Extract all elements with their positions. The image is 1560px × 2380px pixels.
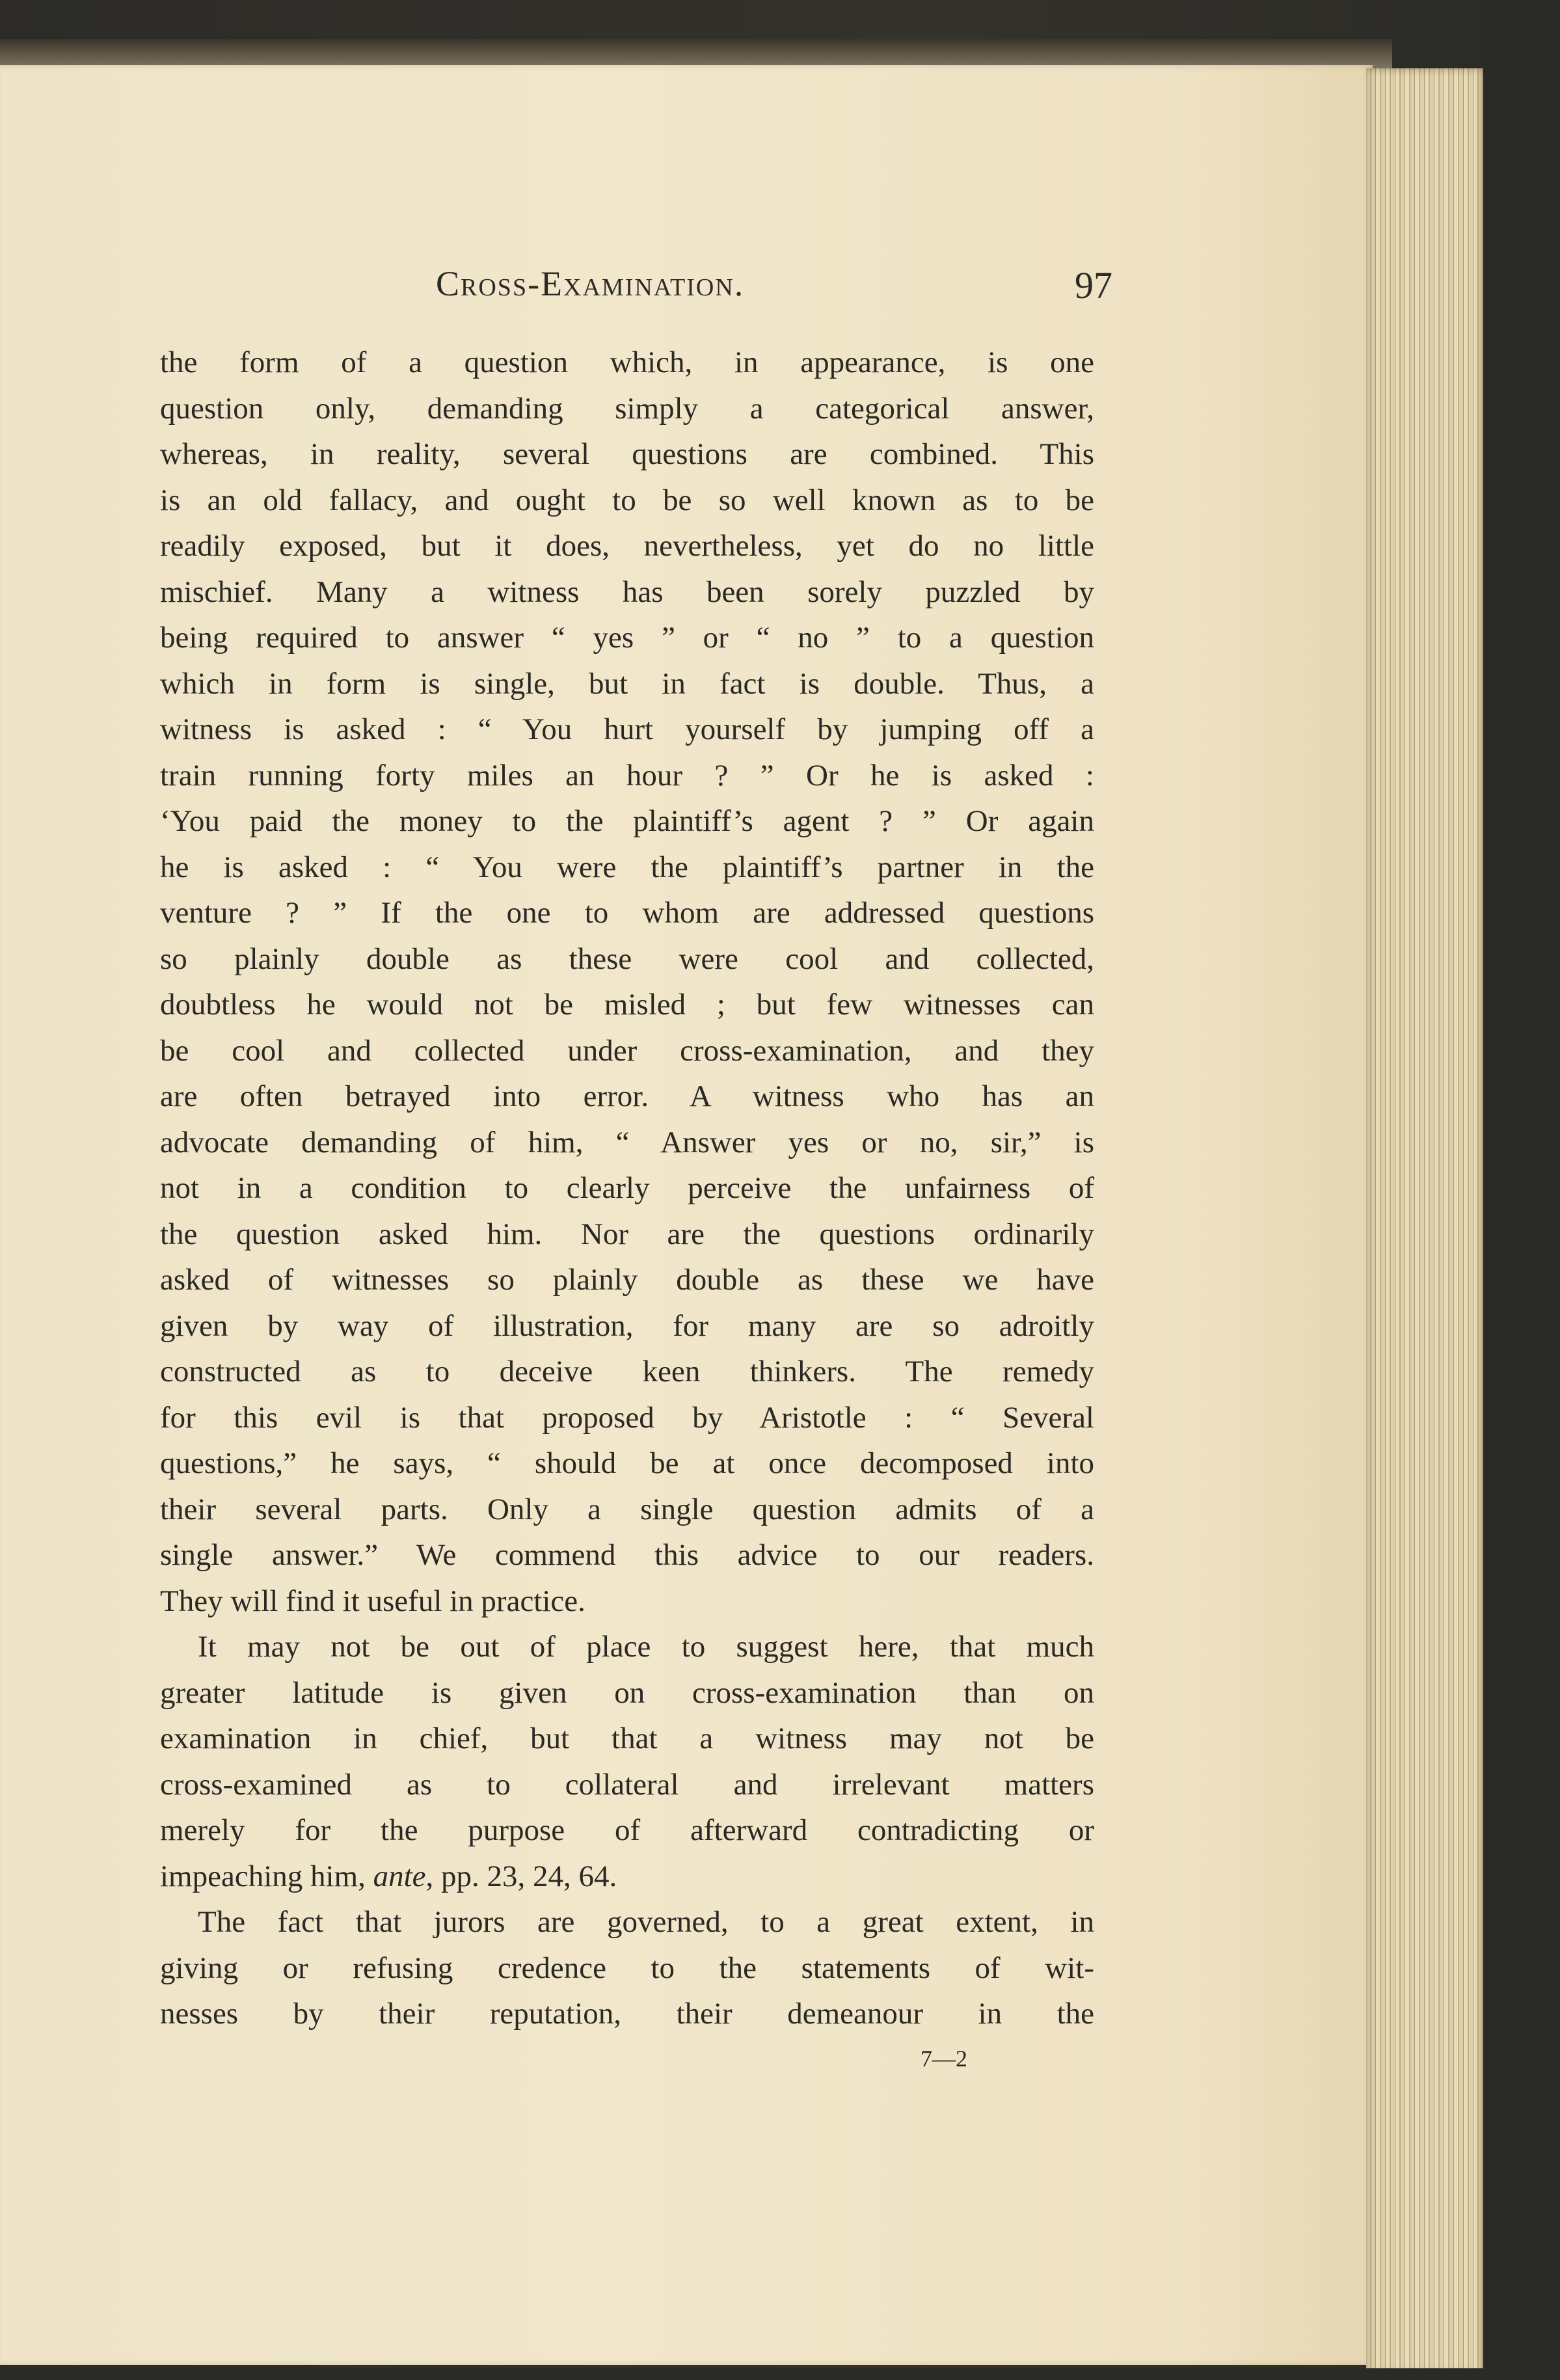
text-line: mischief. Many a witness has been sorely puzzled by	[160, 575, 1094, 609]
text-line: giving or refusing credence to the statements of wit-	[160, 1951, 1094, 1985]
ante-reference: ante	[373, 1859, 426, 1893]
text-line: asked of witnesses so plainly double as these we have	[160, 1263, 1094, 1297]
text-line: examination in chief, but that a witness may not be	[160, 1722, 1094, 1755]
text-line: which in form is single, but in fact is double. Thus, a	[160, 666, 1094, 701]
text-line: advocate demanding of him, “ Answer yes or no, sir,” is	[160, 1125, 1094, 1159]
text-line: are often betrayed into error. A witness who has an	[160, 1079, 1094, 1113]
text-line: whereas, in reality, several questions are combined. This	[160, 437, 1094, 471]
page-number: 97	[1075, 264, 1112, 306]
text-line: witness is asked : “ You hurt yourself by jumping off a	[160, 712, 1094, 746]
text-line: for this evil is that proposed by Aristotle : “ Several	[160, 1400, 1094, 1435]
text-line: greater latitude is given on cross-examination than on	[160, 1675, 1094, 1710]
text-line: given by way of illustration, for many are so adroitly	[160, 1308, 1094, 1343]
text-line: so plainly double as these were cool and collected,	[160, 941, 1094, 976]
text-line: doubtless he would not be misled ; but few witnesses can	[160, 988, 1094, 1021]
text-line: questions,” he says, “ should be at once decomposed into	[160, 1446, 1094, 1480]
text-line: cross-examined as to collateral and irrelevant matters	[160, 1767, 1094, 1802]
text-line: is an old fallacy, and ought to be so well known as to be	[160, 483, 1094, 517]
text-line: They will find it useful in practice.	[160, 1584, 585, 1618]
text-line: readily exposed, but it does, nevertheless, yet do no little	[160, 529, 1094, 563]
book-cover-bottom	[0, 2368, 1560, 2380]
text-line: being required to answer “ yes ” or “ no ” to a question	[160, 621, 1094, 655]
text-line: question only, demanding simply a categorical answer,	[160, 391, 1094, 426]
text-line: the form of a question which, in appearance, is one	[160, 345, 1094, 379]
text-line: It may not be out of place to suggest here, that much	[198, 1630, 1094, 1664]
text-fragment: impeaching him,	[160, 1859, 366, 1893]
body-text	[160, 340, 1094, 2037]
text-line: The fact that jurors are governed, to a great extent, in	[198, 1905, 1094, 1939]
text-line: train running forty miles an hour ? ” Or he is asked :	[160, 758, 1094, 792]
book-cover-right	[1483, 0, 1560, 2380]
signature-mark: 7—2	[921, 2046, 967, 2072]
text-line-with-reference	[160, 1854, 1094, 1900]
text-line: not in a condition to clearly perceive the unfairness of	[160, 1171, 1094, 1205]
text-line: single answer.” We commend this advice to our readers.	[160, 1538, 1094, 1572]
text-line: constructed as to deceive keen thinkers. The remedy	[160, 1355, 1094, 1388]
text-line: ‘You paid the money to the plaintiff’s agent ? ” Or again	[160, 804, 1094, 838]
text-line: venture ? ” If the one to whom are addressed questions	[160, 896, 1094, 930]
running-title: Cross-Examination.	[436, 264, 745, 303]
text-line: be cool and collected under cross-examination, and they	[160, 1033, 1094, 1068]
text-line: their several parts. Only a single question admits of a	[160, 1492, 1094, 1526]
text-line: nesses by their reputation, their demeanour in the	[160, 1997, 1094, 2031]
page-fore-edge	[1366, 68, 1483, 2375]
text-line: he is asked : “ You were the plaintiff’s partner in the	[160, 850, 1094, 884]
page-references: , pp. 23, 24, 64.	[425, 1859, 617, 1893]
running-head	[163, 264, 1112, 322]
text-line: the question asked him. Nor are the questions ordinarily	[160, 1217, 1094, 1251]
text-line: merely for the purpose of afterward contradicting or	[160, 1813, 1094, 1847]
